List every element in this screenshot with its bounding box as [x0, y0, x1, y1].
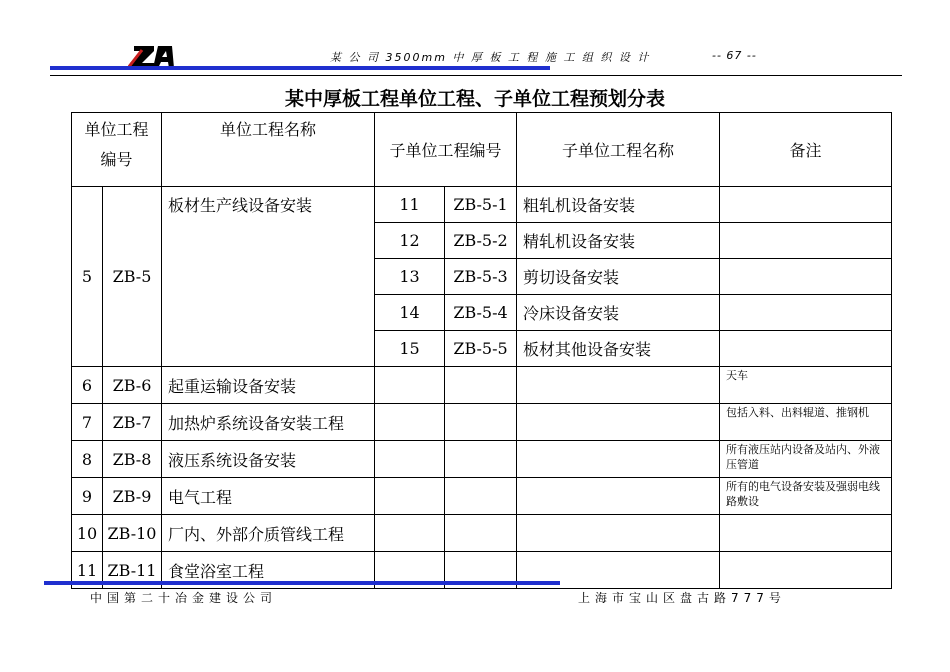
sub-code: ZB-5-1 [445, 187, 517, 223]
sub-code: ZB-5-4 [445, 295, 517, 331]
table-header-row [72, 113, 892, 187]
header-unit-name: 单位工程名称 [162, 113, 375, 187]
note-cell [720, 552, 892, 589]
header-rule-black [50, 75, 902, 76]
division-table [71, 112, 892, 589]
sub-no: 15 [375, 331, 445, 367]
footer-rule-blue [44, 581, 560, 585]
unit-name: 厂内、外部介质管线工程 [162, 515, 375, 552]
sub-name: 剪切设备安装 [517, 259, 720, 295]
sub-code: ZB-5-3 [445, 259, 517, 295]
footer-company: 中国第二十冶金建设公司 [90, 591, 278, 605]
unit-code: ZB-6 [103, 367, 162, 404]
sub-code: ZB-5-5 [445, 331, 517, 367]
unit-name: 电气工程 [162, 478, 375, 515]
sub-no: 12 [375, 223, 445, 259]
sub-name: 冷床设备安装 [517, 295, 720, 331]
sub-name: 粗轧机设备安装 [517, 187, 720, 223]
header-title: 某 公 司 3500mm 中 厚 板 工 程 施 工 组 织 设 计 [330, 51, 651, 64]
unit-no: 11 [72, 552, 103, 589]
note-cell [720, 515, 892, 552]
table-row [72, 441, 892, 478]
unit-code: ZB-9 [103, 478, 162, 515]
unit-no: 5 [72, 187, 103, 367]
unit-code: ZB-7 [103, 404, 162, 441]
note-cell [720, 223, 892, 259]
unit-name: 板材生产线设备安装 [162, 187, 375, 367]
note-cell [720, 259, 892, 295]
note-cell: 所有的电气设备安装及强弱电线路敷设 [720, 478, 892, 515]
note-cell: 包括入料、出料辊道、推钢机 [720, 404, 892, 441]
header-sub-name: 子单位工程名称 [517, 113, 720, 187]
unit-no: 6 [72, 367, 103, 404]
note-cell [720, 187, 892, 223]
table-row [72, 404, 892, 441]
unit-name: 液压系统设备安装 [162, 441, 375, 478]
unit-code: ZB-10 [103, 515, 162, 552]
page-number: -- 67 -- [712, 49, 757, 62]
unit-code: ZB-11 [103, 552, 162, 589]
unit-name: 加热炉系统设备安装工程 [162, 404, 375, 441]
header-unit-no: 单位工程 编号 [72, 113, 162, 187]
table-row [72, 367, 892, 404]
note-cell [720, 331, 892, 367]
note-cell [720, 295, 892, 331]
document-title: 某中厚板工程单位工程、子单位工程预划分表 [284, 88, 665, 110]
sub-code: ZB-5-2 [445, 223, 517, 259]
unit-no: 9 [72, 478, 103, 515]
note-cell: 所有液压站内设备及站内、外液压管道 [720, 441, 892, 478]
table-row [72, 478, 892, 515]
header-sub-no: 子单位工程编号 [375, 113, 517, 187]
header-rule-blue [50, 66, 550, 70]
unit-code: ZB-5 [103, 187, 162, 367]
unit-no: 10 [72, 515, 103, 552]
unit-code: ZB-8 [103, 441, 162, 478]
unit-name: 食堂浴室工程 [162, 552, 375, 589]
sub-name: 板材其他设备安装 [517, 331, 720, 367]
note-cell: 天车 [720, 367, 892, 404]
header-note: 备注 [720, 113, 892, 187]
unit-no: 7 [72, 404, 103, 441]
table-row [72, 515, 892, 552]
sub-no: 11 [375, 187, 445, 223]
sub-no: 14 [375, 295, 445, 331]
footer-address: 上海市宝山区盘古路777号 [578, 591, 786, 605]
sub-no: 13 [375, 259, 445, 295]
unit-name: 起重运输设备安装 [162, 367, 375, 404]
table-row [72, 187, 892, 223]
unit-no: 8 [72, 441, 103, 478]
sub-name: 精轧机设备安装 [517, 223, 720, 259]
